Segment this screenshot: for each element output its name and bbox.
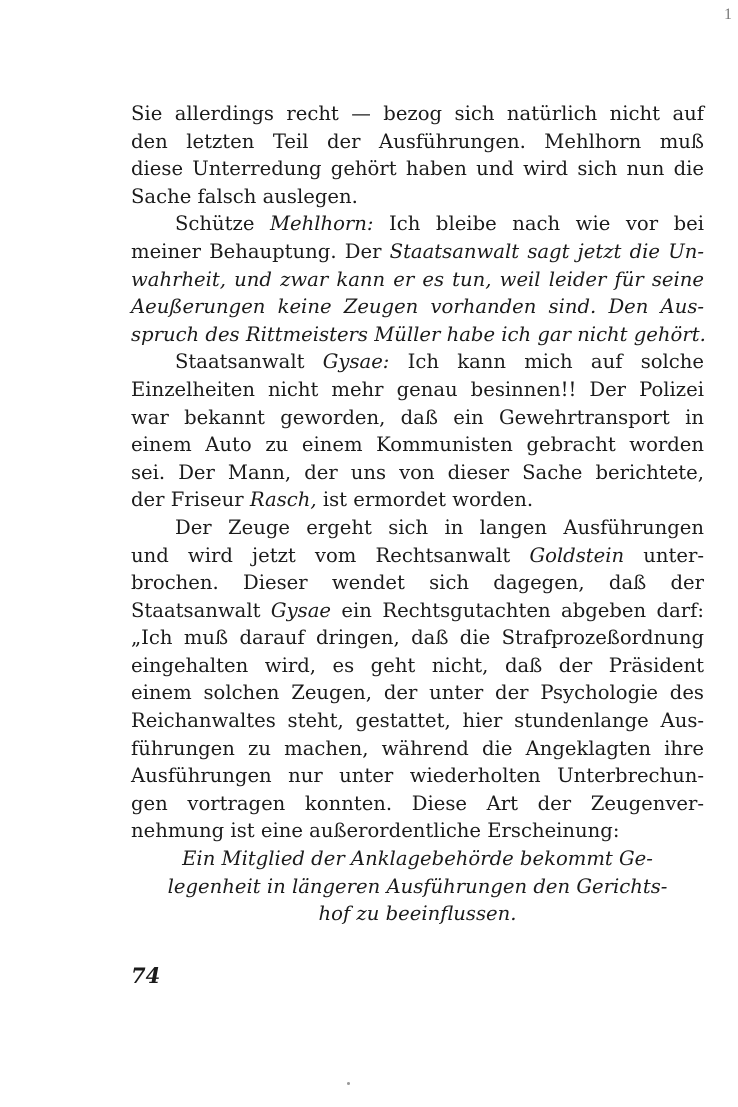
text-line: wahrheit, und zwar kann er es tun, weil leider für seine bbox=[131, 267, 704, 291]
text-line: Ausführungen nur unter wiederholten Unterbrechun- bbox=[131, 764, 704, 788]
person-name: Goldstein bbox=[529, 543, 625, 567]
text-line: spruch des Rittmeisters Müller habe ich gar nicht gehört. bbox=[131, 322, 706, 346]
text-line: „Ich muß darauf dringen, daß die Strafprozeßordnung bbox=[131, 626, 704, 650]
text-line: gen vortragen konnten. Diese Art der Zeugenver- bbox=[131, 791, 704, 815]
text-line: Reichanwaltes steht, gestattet, hier stundenlange Aus- bbox=[131, 709, 704, 733]
speaker-name: Mehlhorn: bbox=[269, 212, 374, 236]
text-line: Sache falsch auslegen. bbox=[131, 184, 358, 208]
text-line: nehmung ist eine außerordentliche Erscheinung: bbox=[131, 819, 620, 843]
text-line: Einzelheiten nicht mehr genau besinnen!! Der Polizei bbox=[131, 377, 704, 401]
text-line: Aeußerungen keine Zeugen vorhanden sind. Den Aus- bbox=[131, 295, 704, 319]
text-line: sei. Der Mann, der uns von dieser Sache berichtete, bbox=[131, 460, 704, 484]
text-line: Staatsanwalt Gysae: Ich kann mich auf solche bbox=[175, 350, 704, 374]
text-line: hof zu beeinflussen. bbox=[318, 902, 517, 926]
person-name: Gysae bbox=[270, 598, 331, 622]
text-line: führungen zu machen, während die Angeklagten ihre bbox=[131, 736, 704, 760]
text-line: und wird jetzt vom Rechtsanwalt Goldstein unter- bbox=[131, 543, 704, 567]
text-line: den letzten Teil der Ausführungen. Mehlhorn muß bbox=[131, 129, 704, 153]
text-line: Sie allerdings recht — bezog sich natürlich nicht auf bbox=[131, 102, 704, 125]
text-line: Der Zeuge ergeht sich in langen Ausführungen bbox=[175, 515, 704, 539]
text-line: war bekannt geworden, daß ein Gewehrtransport in bbox=[131, 405, 704, 429]
text-line: diese Unterredung gehört haben und wird sich nun die bbox=[131, 157, 704, 181]
text-line: der Friseur Rasch, ist ermordet worden. bbox=[131, 488, 534, 512]
text-line: einem solchen Zeugen, der unter der Psychologie des bbox=[131, 681, 704, 705]
text-line: meiner Behauptung. Der Staatsanwalt sagt jetzt die Un- bbox=[131, 239, 704, 263]
text-line: legenheit in längeren Ausführungen den Gerichts- bbox=[167, 874, 668, 898]
book-page-text bbox=[131, 100, 704, 928]
text-line: eingehalten wird, es geht nicht, daß der Präsident bbox=[131, 653, 704, 677]
text-line: Staatsanwalt Gysae ein Rechtsgutachten abgeben darf: bbox=[131, 598, 704, 622]
page-number: 74 bbox=[131, 963, 161, 988]
speaker-name: Gysae: bbox=[322, 350, 390, 374]
paper-speck bbox=[347, 1082, 350, 1085]
text-line: Ein Mitglied der Anklagebehörde bekommt Ge- bbox=[182, 847, 653, 871]
text-line: einem Auto zu einem Kommunisten gebracht worden bbox=[131, 433, 704, 457]
text-line: brochen. Dieser wendet sich dagegen, daß der bbox=[131, 571, 704, 595]
corner-mark: 1 bbox=[724, 6, 732, 23]
person-name: Rasch, bbox=[249, 488, 317, 512]
text-line: Schütze Mehlhorn: Ich bleibe nach wie vor bei bbox=[175, 212, 704, 236]
